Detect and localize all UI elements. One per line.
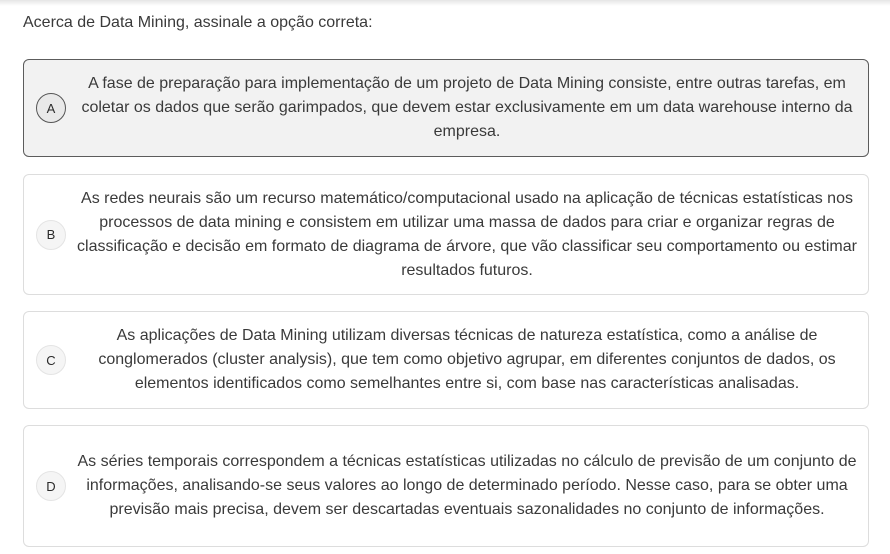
- top-divider-shadow: [0, 0, 890, 6]
- option-letter-badge: B: [36, 220, 66, 250]
- option-letter-badge: A: [36, 93, 66, 123]
- option-text: As aplicações de Data Mining utilizam diversas técnicas de natureza estatística, como a análise de conglomerados (cluster analysis), que tem como objetivo agrupar, em diferentes conjuntos de dados, os elementos identificados como semelhantes entre si, com base nas características analisadas.: [98, 327, 836, 392]
- option-text: As redes neurais são um recurso matemático/computacional usado na aplicação de técnicas estatísticas nos processos de data mining e consistem em utilizar uma massa de dados para criar e organizar regras de classificação e decisão em formato de diagrama de árvore, que vão classificar seu comportamento ou estimar resultados futuros.: [77, 189, 857, 279]
- option-d[interactable]: [23, 425, 869, 547]
- option-text: A fase de preparação para implementação de um projeto de Data Mining consiste, entre outras tarefas, em coletar os dados que serão garimpados, que devem estar exclusivamente em um data warehouse interno da empresa.: [81, 75, 853, 140]
- option-b[interactable]: [23, 174, 869, 295]
- option-a[interactable]: [23, 59, 869, 157]
- option-c[interactable]: [23, 311, 869, 409]
- option-letter-badge: C: [36, 345, 66, 375]
- option-text: As séries temporais correspondem a técnicas estatísticas utilizadas no cálculo de previsão de um conjunto de informações, analisando-se seus valores ao longo de determinado período. Nesse caso, para se obter uma previsão mais precisa, devem ser descartadas eventuais sazonalidades no conjunto de informações.: [77, 453, 857, 518]
- option-letter-badge: D: [36, 471, 66, 501]
- question-text: Acerca de Data Mining, assinale a opção correta:: [23, 14, 373, 31]
